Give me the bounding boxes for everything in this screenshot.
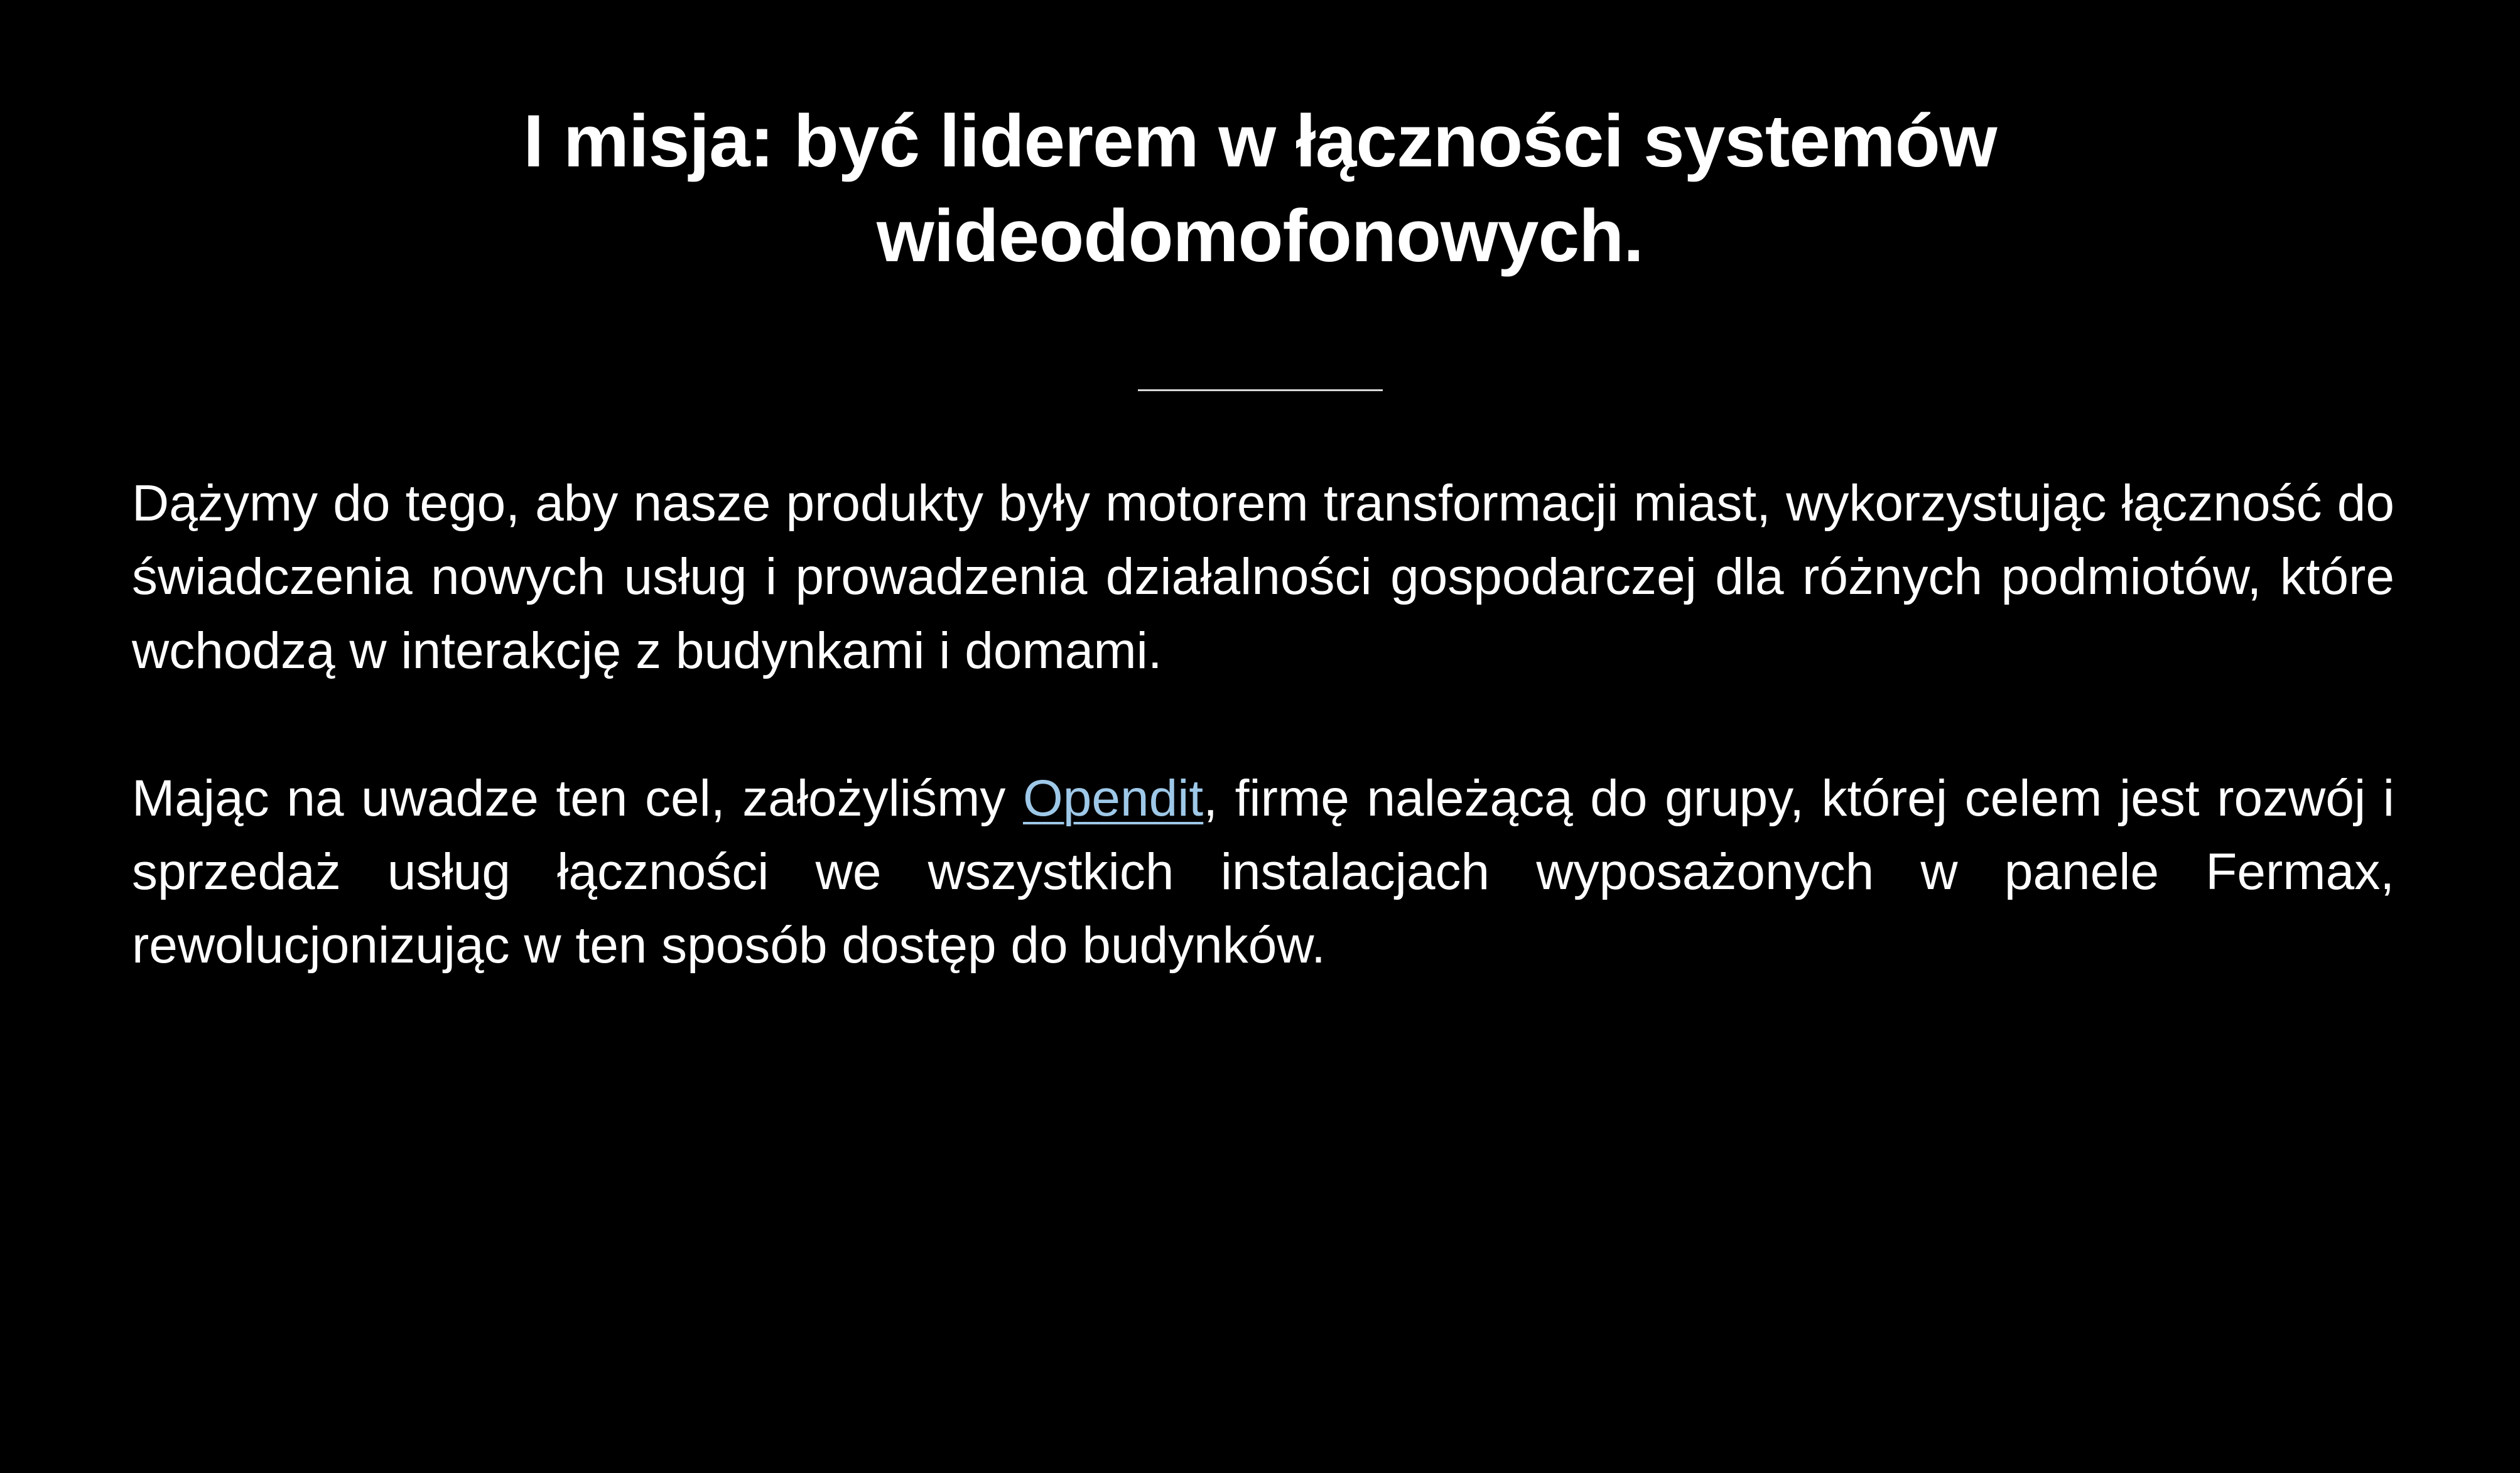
paragraph-2-prefix: Mając na uwadze ten cel, założyliśmy xyxy=(132,769,1024,827)
paragraph-2-suffix: , firmę należącą do grupy, której celem jest rozwój i sprzedaż usług łączności we wszystkich instalacjach wyposażonych w panele Fermax, rewolucjonizując w ten sposób dostęp do budynków. xyxy=(132,769,2394,974)
divider-wrapper xyxy=(0,389,2520,391)
paragraph-1: Dążymy do tego, aby nasze produkty były motorem transformacji miast, wykorzystując łączność do świadczenia nowych usług i prowadzenia działalności gospodarczej dla różnych podmiotów, które wchodzą w interakcję z budynkami i domami. xyxy=(132,475,2394,679)
body-text-block xyxy=(0,467,2520,983)
horizontal-rule-divider xyxy=(1138,389,1383,391)
page-title: I misja: być liderem w łączności systemów wideodomofonowych. xyxy=(523,100,1997,278)
paragraph-2 xyxy=(132,762,2394,983)
opendit-link[interactable]: Opendit xyxy=(1023,769,1204,827)
